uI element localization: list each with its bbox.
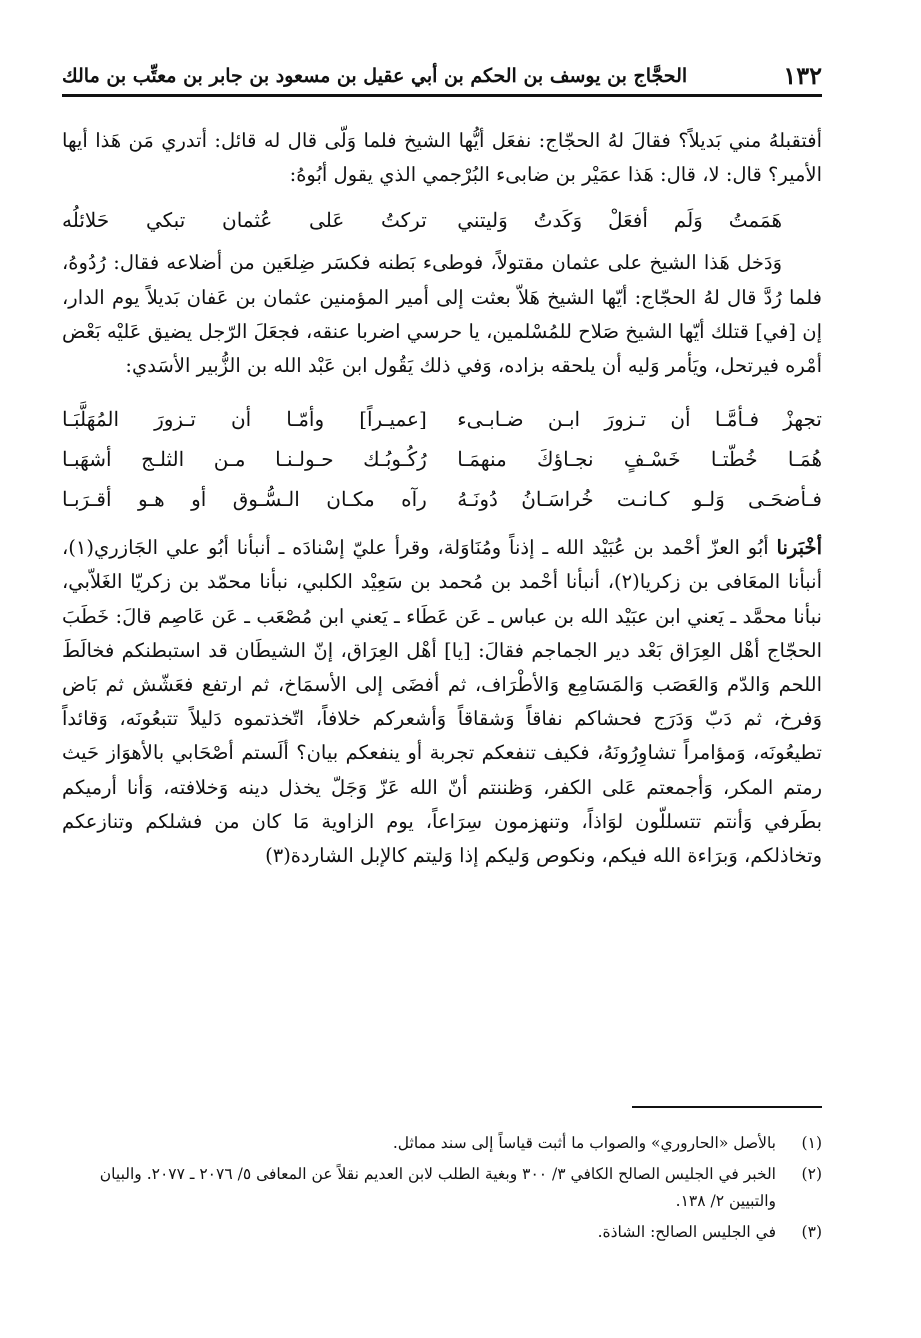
footnote	[62, 1130, 822, 1157]
footnote-text: بالأصل «الحاروري» والصواب ما أثبت قياساً إلى سند مماثل.	[392, 1134, 776, 1152]
footnote-number: (٢)	[801, 1165, 822, 1183]
footnote	[62, 1219, 822, 1246]
verse-second-hemistich: رآه مكـان الـسُّـوق أو هـو أقـرَبـا	[62, 487, 427, 512]
verse-line	[62, 200, 822, 240]
paragraph-3	[62, 531, 822, 873]
verse-first-hemistich: هَمَمتُ وَلَم أفعَلْ وَكَدتُ وَليتني	[457, 208, 782, 233]
header-rule	[62, 94, 822, 97]
paragraph-3-text: أبُو العزّ أحْمد بن عُبَيْد الله ـ إذناً ومُنَاوَلة، وقرأ عليّ إسْنادَه ـ أنبأنا أبُو علي الجَازري(١)، أنبأنا المعَافى بن زكريا(٢)، أنبأنا أحْمد بن مُحمد بن سَعِيْد الكلبي، نبأنا محمّد بن زكريّا الغَلاّبي، نبأنا محمَّد ـ يَعني ابن عبَيْد الله بن عباس ـ عَن عَطَاء ـ يَعني ابن مُصْعَب ـ عَن عَاصِم قالَ: خَطَبَ الحجّاج أهْل العِرَاق بَعْد دير الجماجم فقالَ: [يا] أهْل العِرَاق، إنّ الشيطَان قد استبطنكم فخالَطَ اللحم وَالدّم وَالعَصَب وَالمَسَامِع وَالأطْرَاف، ثم أفضَى إلى الأسمَاخ، ثم ارتفع فعَشّش ثم بَاض وَفرخ، ثم دَبّ وَدَرَج فحشاكم نفاقاً وَشقاقاً وَأشعركم خلافاً، اتّخذتموه دَليلاً تتبعُونَه، وَقائداً تطيعُونَه، وَمؤامراً تشاوِرُونَهُ، فكيف تنفعكم تجربة أو ينفعكم بيان؟ ألَستم أصْحَابي بالأهوَاز حَيث رمتم المكر، وَأجمعتم عَلى الكفر، وَظننتم أنّ الله عَزّ وَجَلّ يخذل دينه وَخلافته، وَأنا أرميكم بطَرفي وَأنتم تتسللّون لوَاذاً، وتنهزمون سِرَاعاً، يوم الزاوية مَا كان من فشلكم وتنازعكم وتخاذلكم، وَبرَاءة الله فيكم، ونكوص وَليكم إذا وَليتم كالإبل الشاردة(٣)	[62, 536, 822, 868]
verse-second-hemistich: رُكُـوبُـك حـولـنـا مـن الثلـج أشهَبـا	[62, 447, 427, 472]
verse-first-hemistich: هُمَـا خُطّتـا خَسْـفٍ نجـاؤكَ منهمَـا	[457, 447, 822, 472]
footnotes	[62, 1130, 822, 1250]
footnote-separator	[632, 1106, 822, 1108]
page-header	[62, 58, 822, 90]
narration-lead-word: أخْبَرنا	[776, 536, 822, 560]
main-text	[62, 124, 822, 873]
footnote	[62, 1161, 822, 1215]
footnote-number: (٣)	[801, 1223, 822, 1241]
verse-line	[62, 479, 822, 519]
poem-1	[62, 200, 822, 240]
running-title: الحجَّاج بن يوسف بن الحكم بن أبي عقيل بن مسعود بن جابر بن معتِّب بن مالك	[62, 65, 688, 87]
footnote-text: الخبر في الجليس الصالح الكافي ٣/ ٣٠٠ وبغية الطلب لابن العديم نقلاً عن المعافى ٥/ ٢٠٧٦ ـ ٢٠٧٧. والبيان والتبيين ٢/ ١٣٨.	[99, 1165, 776, 1210]
verse-second-hemistich: تركتُ عَلى عُثمان تبكي حَلائلُه	[62, 208, 427, 233]
verse-second-hemistich: [عميـراً] وأمّـا أن تـزورَ المُهَلَّبَـا	[62, 407, 427, 432]
paragraph-2: وَدَخل هَذا الشيخ على عثمان مقتولاً، فوطىء بَطنه فكسَر ضِلعَين من أضلاعه فقال: رُدُوهُ، فلما رُدَّ قال لهُ الحجّاج: أيّها الشيخ هَلاّ بعثت إلى أمير المؤمنين عثمان بن عَفان بَديلاً يوم الدار، إن [في] قتلك أيّها الشيخ صَلاح للمُسْلمين، يا حرسي اضربا عنقه، فجعَلَ الرّجل يضيق عَليْه بَعْض أمْره فيرتحل، ويَأمر وَليه أن يلحقه بزاده، وَفي ذلك يَقُول ابن عَبْد الله بن الزُّبير الأسَدي:	[62, 251, 822, 378]
verse-line	[62, 439, 822, 479]
verse-line	[62, 399, 822, 439]
footnote-text: في الجليس الصالح: الشاذة.	[597, 1223, 776, 1241]
verse-first-hemistich: تجهزْ فـأمَّـا أن تـزورَ ابـن ضـابـىء	[457, 407, 822, 432]
footnote-number: (١)	[801, 1134, 822, 1152]
page-number: ١٣٢	[783, 61, 822, 90]
paragraph-1: أفتقبلهُ مني بَديلاً؟ فقالَ لهُ الحجّاج: نفعَل أيُّها الشيخ فلما وَلّى قال له قائل: أتدري مَن هَذا أيها الأمير؟ قال: لا، قال: هَذا عمَيْر بن ضابىء البُرْجمي الذي يقول أبُوهُ:	[62, 129, 822, 187]
poem-2	[62, 399, 822, 519]
verse-first-hemistich: فـأضحَـى وَلـو كـانـت خُراسَـانُ دُونَـهُ	[457, 487, 822, 512]
